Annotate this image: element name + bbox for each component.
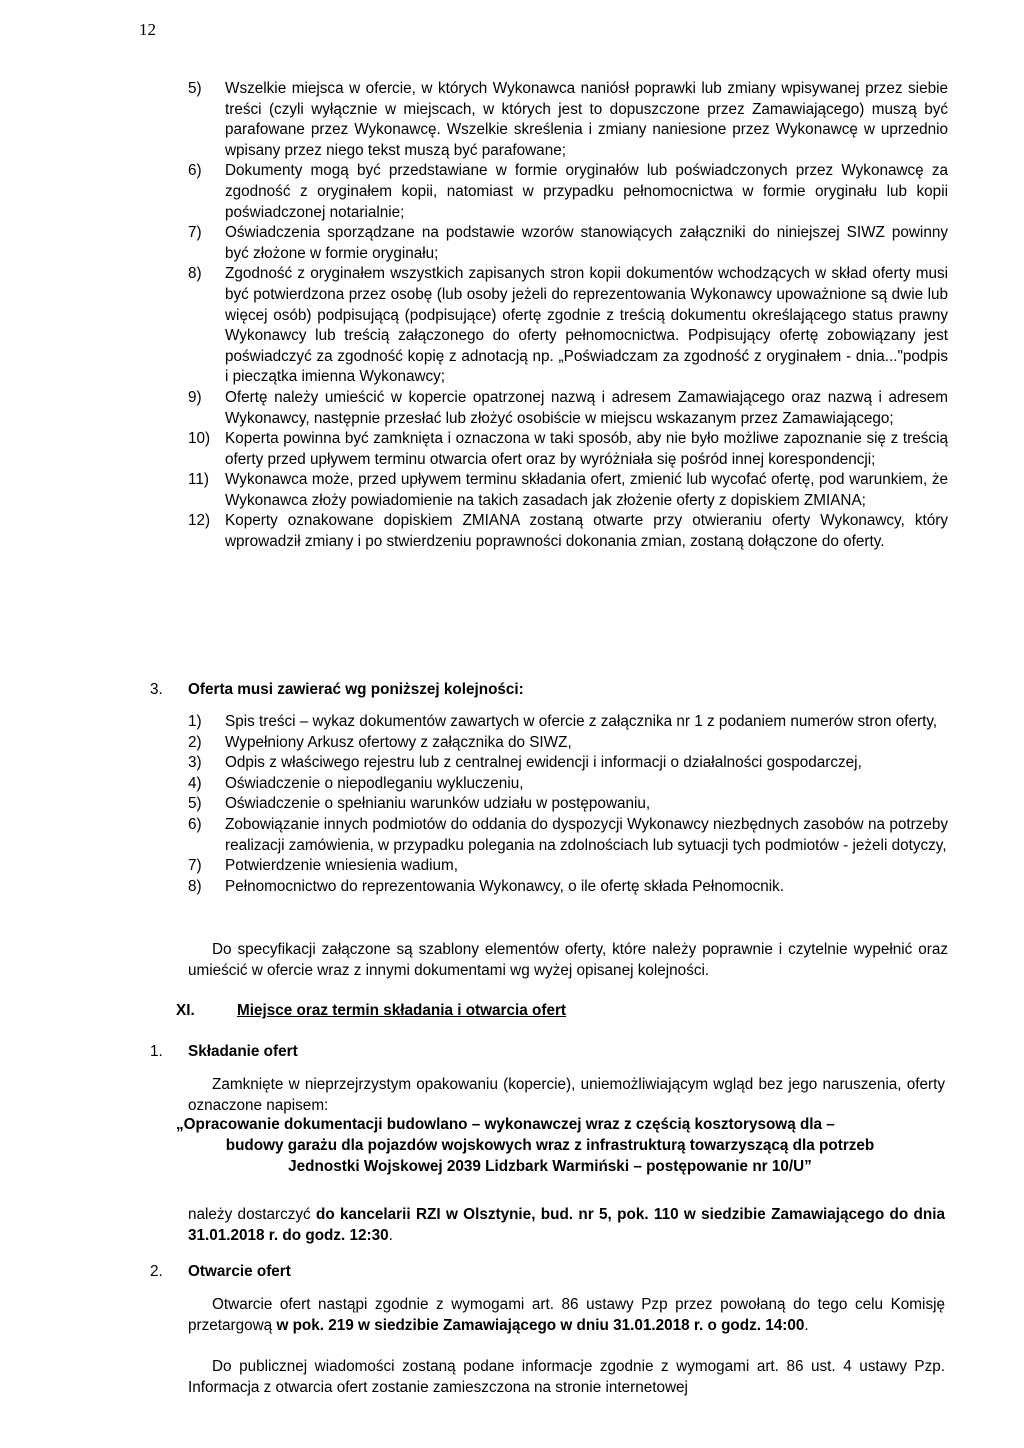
subsection-1-title: Składanie ofert — [188, 1043, 298, 1060]
item-number: 1) — [188, 713, 202, 730]
submission-text: Zamknięte w nieprzejrzystym opakowaniu (kopercie), uniemożliwiającym wgląd bez jego naruszenia, oferty oznaczone napisem: — [188, 1076, 945, 1114]
opening-text — [188, 1295, 945, 1336]
public-info-text: Do publicznej wiadomości zostaną podane informacje zgodnie z wymogami art. 86 ust. 4 ustawy Pzp. Informacja z otwarcia ofert zostanie zamieszczona na stronie internetowej — [188, 1358, 945, 1396]
list-item — [188, 79, 948, 161]
item-text: Koperty oznakowane dopiskiem ZMIANA zostaną otwarte przy otwieraniu oferty Wykonawcy, który wprowadził zmiany i po stwierdzeniu poprawności dokonania zmian, zostaną dołączone do oferty. — [225, 512, 948, 551]
list-item — [188, 429, 948, 470]
subsection-2-number: 2. — [150, 1263, 163, 1280]
item-number: 10) — [188, 430, 211, 448]
page-number: 12 — [139, 20, 156, 39]
envelope-label-line-3: Jednostki Wojskowej 2039 Lidzbark Warmiński – postępowanie nr 10/U” — [288, 1158, 812, 1175]
item-number: 6) — [188, 815, 202, 833]
item-number: 2) — [188, 733, 202, 751]
section-3-number: 3. — [150, 681, 163, 698]
item-text: Pełnomocnictwo do reprezentowania Wykonawcy, o ile ofertę składa Pełnomocnik. — [225, 877, 785, 895]
list-item — [188, 388, 948, 429]
item-text: Odpis z właściwego rejestru lub z centralnej ewidencji i informacji o działalności gospodarczej, — [225, 754, 862, 772]
list-item — [188, 511, 948, 552]
item-text: Potwierdzenie wniesienia wadium, — [225, 857, 458, 875]
section-xi-number: XI. — [176, 1002, 195, 1019]
item-text: Oświadczenie o niepodleganiu wykluczeniu, — [225, 774, 524, 792]
subsection-1-number: 1. — [150, 1043, 163, 1060]
list-item — [188, 161, 948, 223]
delivery-text-end: . — [388, 1226, 393, 1244]
delivery-text — [188, 1205, 945, 1246]
item-number: 4) — [188, 774, 202, 792]
item-text: Zobowiązanie innych podmiotów do oddania do dyspozycji Wykonawcy niezbędnych zasobów na potrzeby realizacji zamówienia, w przypadku polegania na zdolnościach lub sytuacji tych podmiotów - jeżeli dotyczy, — [225, 815, 948, 854]
item-text: Zgodność z oryginałem wszystkich zapisanych stron kopii dokumentów wchodzących w skład oferty musi być potwierdzona przez osobę (lub osoby jeżeli do reprezentowania Wykonawcy upoważnione są dwie lub więcej osób) podpisującą (podpisujące) ofertę zgodnie z treścią dokumentu określającego status prawny Wykonawcy lub treścią załączonego do oferty pełnomocnictwa. Podpisujący ofertę zobowiązany jest poświadczyć za zgodność kopię z adnotacją np. „Poświadczam za zgodność z oryginałem - dnia..."podpis i pieczątka imienna Wykonawcy; — [225, 265, 948, 386]
list-item — [188, 877, 948, 898]
opening-text-end: . — [804, 1316, 809, 1334]
item-text: Spis treści – wykaz dokumentów zawartych w ofercie z załącznika nr 1 z podaniem numerów stron oferty, — [225, 713, 938, 730]
envelope-label-line-2: budowy garażu dla pojazdów wojskowych wraz z infrastrukturą towarzyszącą dla potrzeb — [225, 1137, 875, 1154]
delivery-place-deadline: do kancelarii RZI w Olsztynie, bud. nr 5, pok. 110 w siedzibie Zamawiającego do dnia 31.01.2018 r. do godz. 12:30 — [188, 1206, 946, 1244]
item-text: Ofertę należy umieścić w kopercie opatrzonej nazwą i adresem Zamawiającego oraz nazwą i adresem Wykonawcy, następnie przesłać lub złożyć osobiście w miejscu wskazanym przez Zamawiającego; — [225, 388, 948, 427]
list-item — [188, 815, 948, 856]
list-item — [188, 264, 948, 388]
section-xi-title: Miejsce oraz termin składania i otwarcia ofert — [237, 1002, 567, 1019]
list-item — [188, 856, 948, 877]
item-text: Koperta powinna być zamknięta i oznaczona w taki sposób, aby nie było możliwe zapoznanie się z treścią oferty przed upływem terminu otwarcia ofert oraz by wyróżniała się pośród innej korespondencji; — [225, 430, 948, 468]
offer-contents-list — [188, 712, 948, 897]
item-text: Wszelkie miejsca w ofercie, w których Wykonawca naniósł poprawki lub zmiany wpisywanej przez siebie treści (czyli wyłącznie w miejscach, w których jest to dopuszczone przez Zamawiającego) muszą być parafowane przez Wykonawcę. Wszelkie skreślenia i zmiany naniesione przez Wykonawcę w uprzednio wpisany przez niego tekst muszą być parafowane; — [225, 80, 948, 159]
list-item — [188, 733, 948, 754]
section-3-title: Oferta musi zawierać wg poniższej kolejności: — [188, 681, 524, 698]
item-text: Wypełniony Arkusz ofertowy z załącznika do SIWZ, — [225, 733, 572, 751]
list-item — [188, 794, 948, 815]
item-number: 7) — [188, 224, 202, 242]
item-text: Oświadczenia sporządzane na podstawie wzorów stanowiących załączniki do niniejszej SIWZ powinny być złożone w formie oryginału; — [225, 224, 948, 262]
subsection-2-title: Otwarcie ofert — [188, 1263, 291, 1280]
envelope-label-line-1: „Opracowanie dokumentacji budowlano – wykonawczej wraz z częścią kosztorysową dla – — [176, 1116, 835, 1133]
opening-place-date: w pok. 219 w siedzibie Zamawiającego w dniu 31.01.2018 r. o godz. 14:00 — [276, 1316, 805, 1334]
item-text: Dokumenty mogą być przedstawiane w formie oryginałów lub poświadczonych przez Wykonawcę za zgodność z oryginałem kopii, natomiast w przypadku pełnomocnictwa w formie oryginału lub kopii poświadczonej notarialnie; — [225, 162, 948, 221]
item-number: 11) — [188, 471, 209, 489]
list-item — [188, 223, 948, 264]
item-number: 12) — [188, 512, 211, 530]
list-item — [188, 712, 948, 733]
item-number: 5) — [188, 80, 202, 97]
list-item — [188, 774, 948, 795]
item-text: Oświadczenie o spełnianiu warunków udziału w postępowaniu, — [225, 795, 651, 813]
list-item — [188, 470, 948, 511]
item-number: 5) — [188, 795, 202, 813]
item-number: 7) — [188, 857, 202, 875]
item-text: Wykonawca może, przed upływem terminu składania ofert, zmienić lub wycofać ofertę, pod warunkiem, że Wykonawca złoży powiadomienie na takich zasadach jak złożenie oferty z dopiskiem ZMIANA; — [225, 471, 948, 509]
spec-note: Do specyfikacji załączone są szablony elementów oferty, które należy poprawnie i czytelnie wypełnić oraz umieścić w ofercie wraz z innymi dokumentami wg wyżej opisanej kolejności. — [188, 941, 948, 979]
item-number: 8) — [188, 265, 202, 283]
item-number: 9) — [188, 388, 202, 406]
item-number: 6) — [188, 162, 202, 180]
delivery-text-start: należy dostarczyć — [188, 1206, 317, 1223]
requirements-list — [188, 79, 948, 553]
item-number: 3) — [188, 754, 202, 772]
item-number: 8) — [188, 877, 202, 895]
opening-text-start: Otwarcie ofert nastąpi zgodnie z wymogami art. 86 ustawy Pzp przez powołaną do tego celu Komisję przetargową — [188, 1296, 945, 1334]
list-item — [188, 753, 948, 774]
